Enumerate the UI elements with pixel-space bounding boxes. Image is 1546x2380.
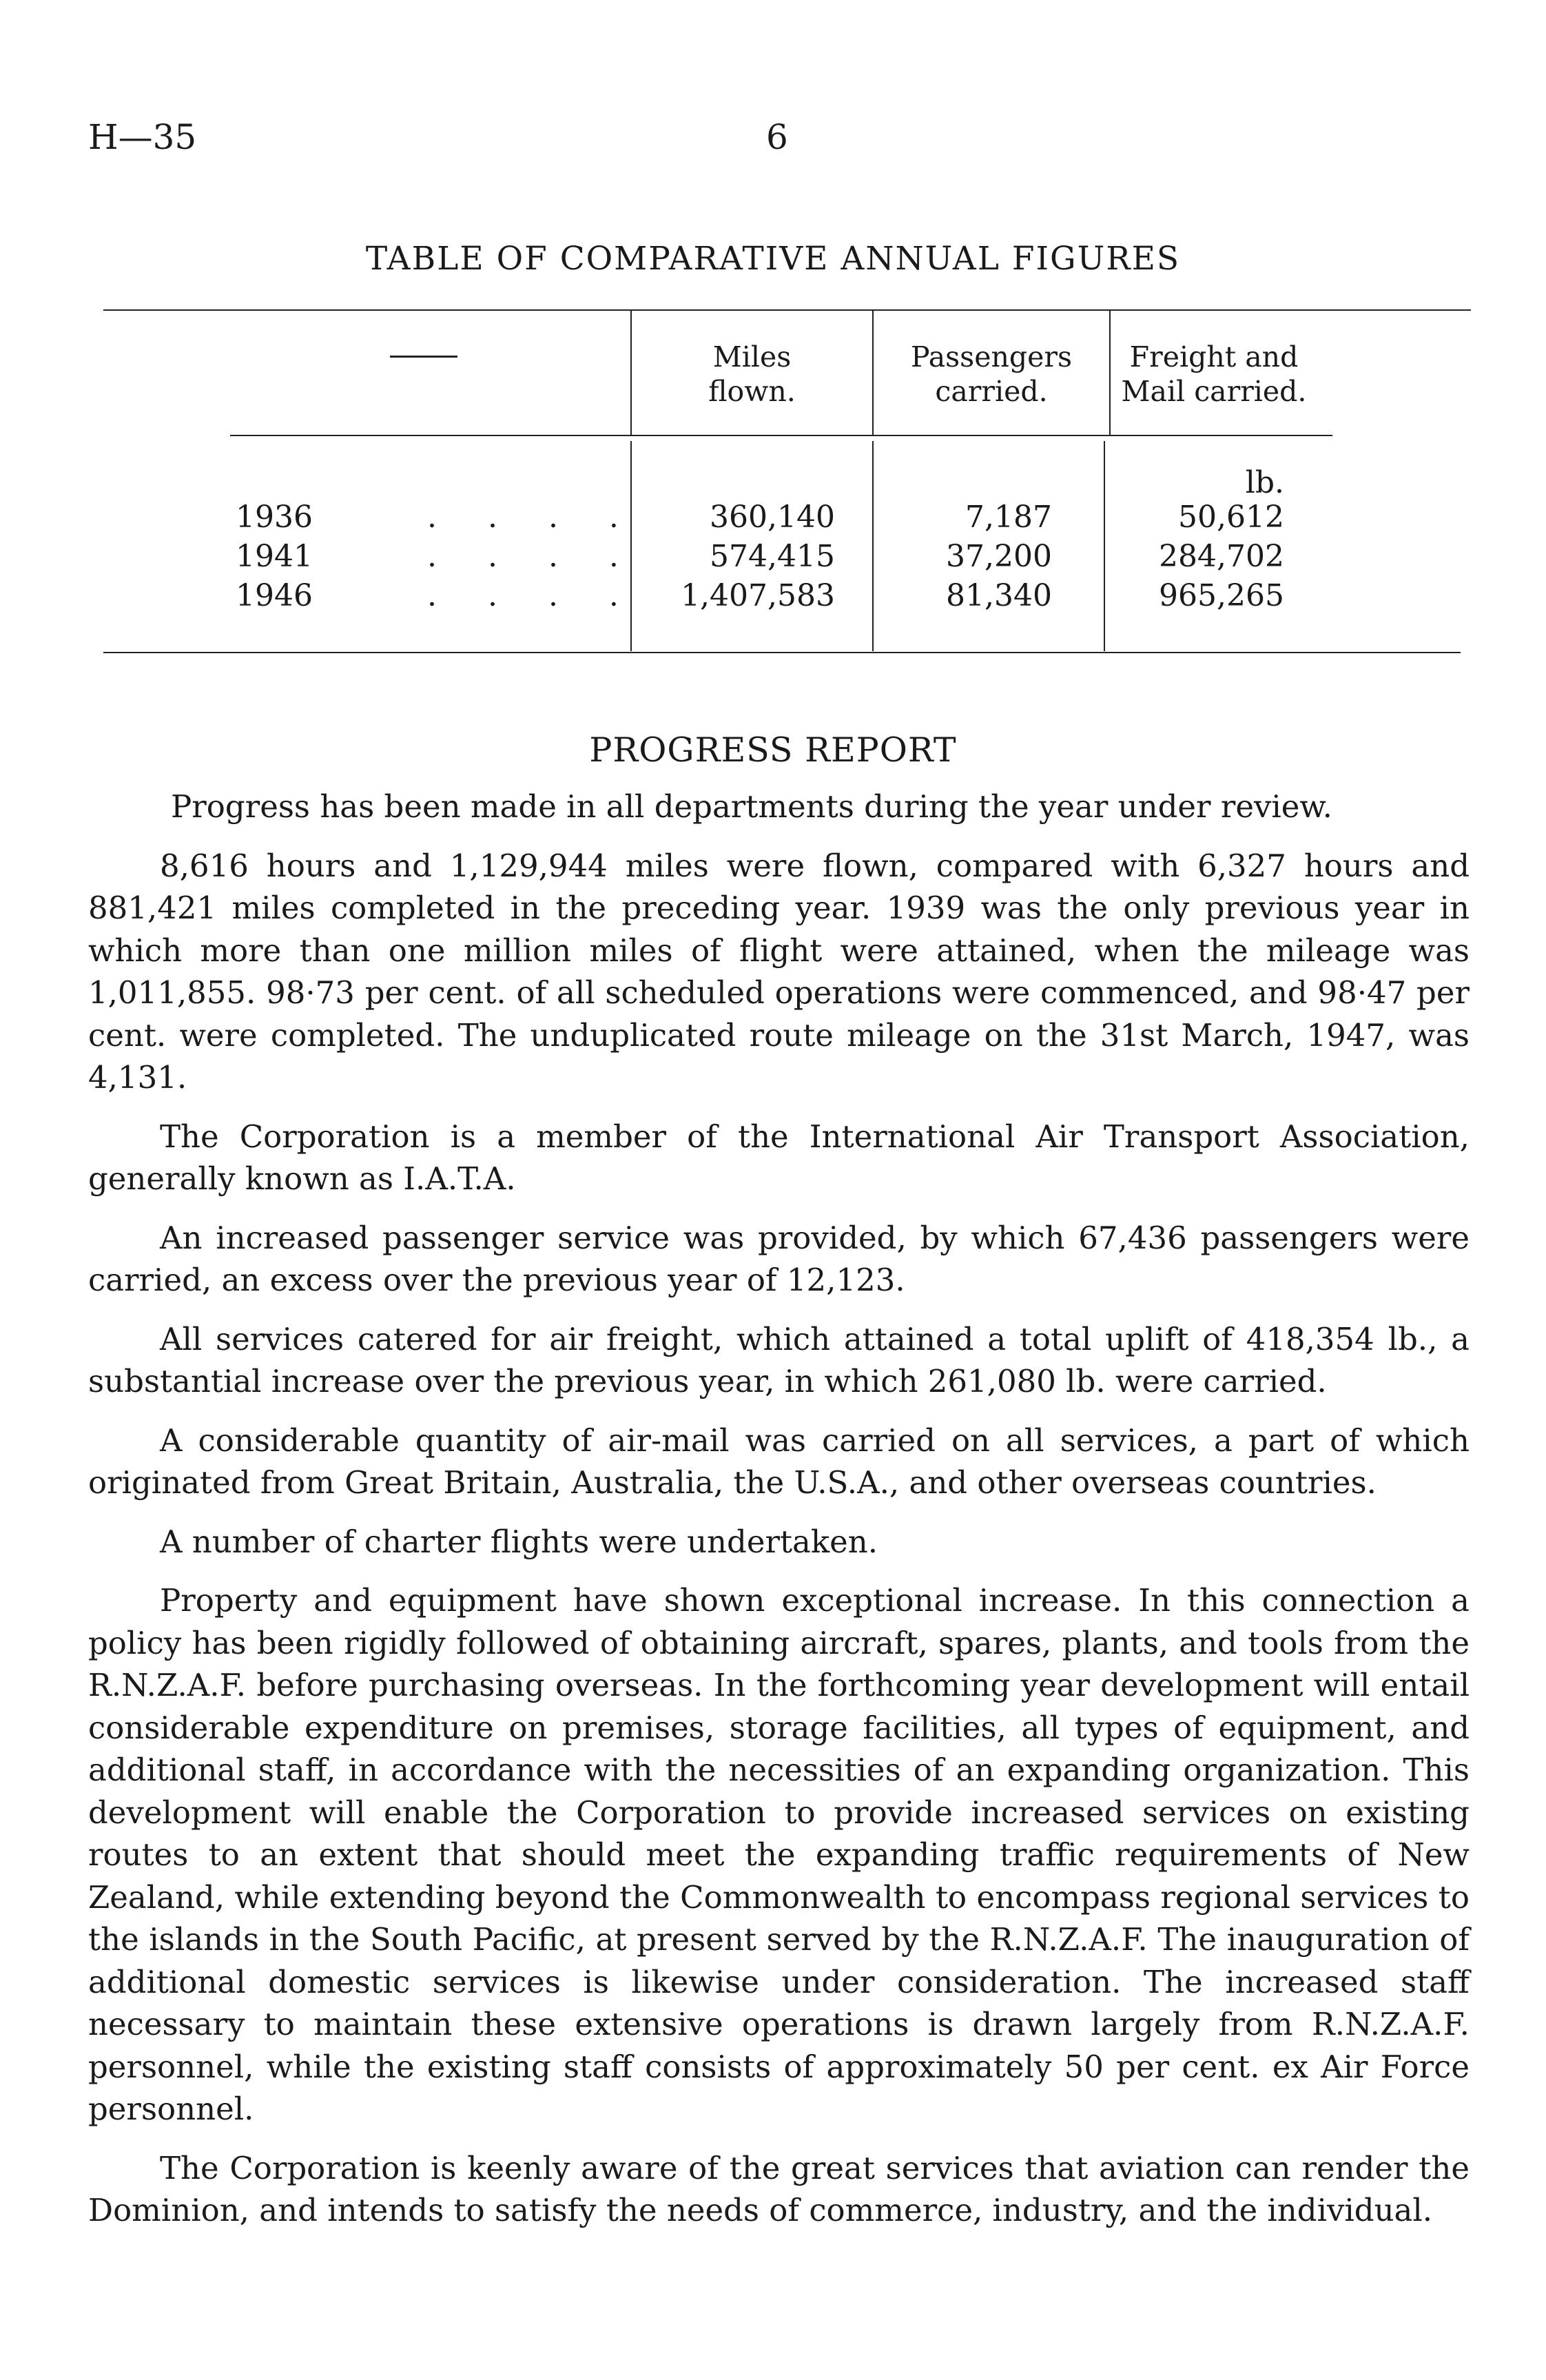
freight-value: 50,612 xyxy=(1178,500,1284,535)
miles-value: 574,415 xyxy=(710,539,835,574)
page-number: 6 xyxy=(766,117,788,157)
paragraph: A considerable quantity of air-mail was carried on all services, a part of which originated from Great Britain, Australia, the U.S.A., and other overseas countries. xyxy=(88,1422,1470,1501)
freight-value: 284,702 xyxy=(1159,539,1284,574)
table-column-divider xyxy=(872,441,874,651)
row-year: 1941 xyxy=(236,539,313,574)
column-header-miles xyxy=(632,340,872,409)
leader-dots: . . . . xyxy=(427,578,639,613)
paragraph: An increased passenger service was provided, by which 67,436 passengers were carried, an excess over the previous year of 12,123. xyxy=(88,1219,1470,1298)
report-body xyxy=(88,786,1470,2232)
paragraph: A number of charter flights were undertaken. xyxy=(160,1523,878,1560)
passengers-value: 81,340 xyxy=(946,578,1052,613)
column-header-line: carried. xyxy=(935,375,1048,408)
row-year: 1946 xyxy=(236,578,313,613)
column-header-passengers xyxy=(874,340,1109,409)
column-header-line: Freight and xyxy=(1129,340,1299,373)
stub-header-dash xyxy=(390,356,457,358)
passengers-value: 37,200 xyxy=(946,539,1052,574)
paragraph: The Corporation is a member of the International Air Transport Association, generally known as I.A.T.A. xyxy=(88,1118,1470,1197)
table-title: TABLE OF COMPARATIVE ANNUAL FIGURES xyxy=(365,240,1181,278)
column-header-freight xyxy=(1111,340,1317,409)
section-title: PROGRESS REPORT xyxy=(589,730,957,770)
column-header-line: Mail carried. xyxy=(1121,375,1307,408)
report-code: H—35 xyxy=(88,117,197,157)
column-header-line: flown. xyxy=(708,375,796,408)
paragraph: The Corporation is keenly aware of the great services that aviation can render the Dominion, and intends to satisfy the needs of commerce, industry, and the individual. xyxy=(88,2149,1470,2228)
row-year: 1936 xyxy=(236,500,313,535)
freight-value: 965,265 xyxy=(1159,578,1284,613)
paragraph: Property and equipment have shown exceptional increase. In this connection a policy has been rigidly followed of obtaining aircraft, spares, plants, and tools from the R.N.Z.A.F. before purchasing overseas. In the forthcoming year development will entail considerable expenditure on premises, storage facilities, all types of equipment, and additional staff, in accordance with the necessities of an expanding organization. This development will enable the Corporation to provide increased services on existing routes to an extent that should meet the expanding traffic requirements of New Zealand, while extending beyond the Commonwealth to encompass regional services to the islands in the South Pacific, at present served by the R.N.Z.A.F. The inauguration of additional domestic services is likewise under consideration. The increased staff necessary to maintain these extensive operations is drawn largely from R.N.Z.A.F. personnel, while the existing staff consists of approximately 50 per cent. ex Air Force personnel. xyxy=(88,1582,1470,2127)
passengers-value: 7,187 xyxy=(965,500,1052,535)
paragraph: Progress has been made in all departments during the year under review. xyxy=(171,788,1332,825)
table-header-rule xyxy=(230,435,1332,436)
table-column-divider xyxy=(1104,441,1105,651)
paragraph: 8,616 hours and 1,129,944 miles were flown, compared with 6,327 hours and 881,421 miles completed in the preceding year. 1939 was the only previous year in which more than one million miles of flight were attained, when the mileage was 1,011,855. 98·73 per cent. of all scheduled operations were commenced, and 98·47 per cent. were completed. The unduplicated route mileage on the 31st March, 1947, was 4,131. xyxy=(88,847,1470,1096)
miles-value: 360,140 xyxy=(710,500,835,535)
unit-label: lb. xyxy=(1245,465,1284,500)
table-top-rule xyxy=(103,309,1471,311)
leader-dots: . . . . xyxy=(427,500,639,535)
column-header-line: Miles xyxy=(712,340,792,373)
paragraph: All services catered for air freight, which attained a total uplift of 418,354 lb., a substantial increase over the previous year, in which 261,080 lb. were carried. xyxy=(88,1320,1470,1399)
table-bottom-rule xyxy=(103,652,1461,653)
column-header-line: Passengers xyxy=(910,340,1073,373)
leader-dots: . . . . xyxy=(427,539,639,574)
miles-value: 1,407,583 xyxy=(681,578,835,613)
